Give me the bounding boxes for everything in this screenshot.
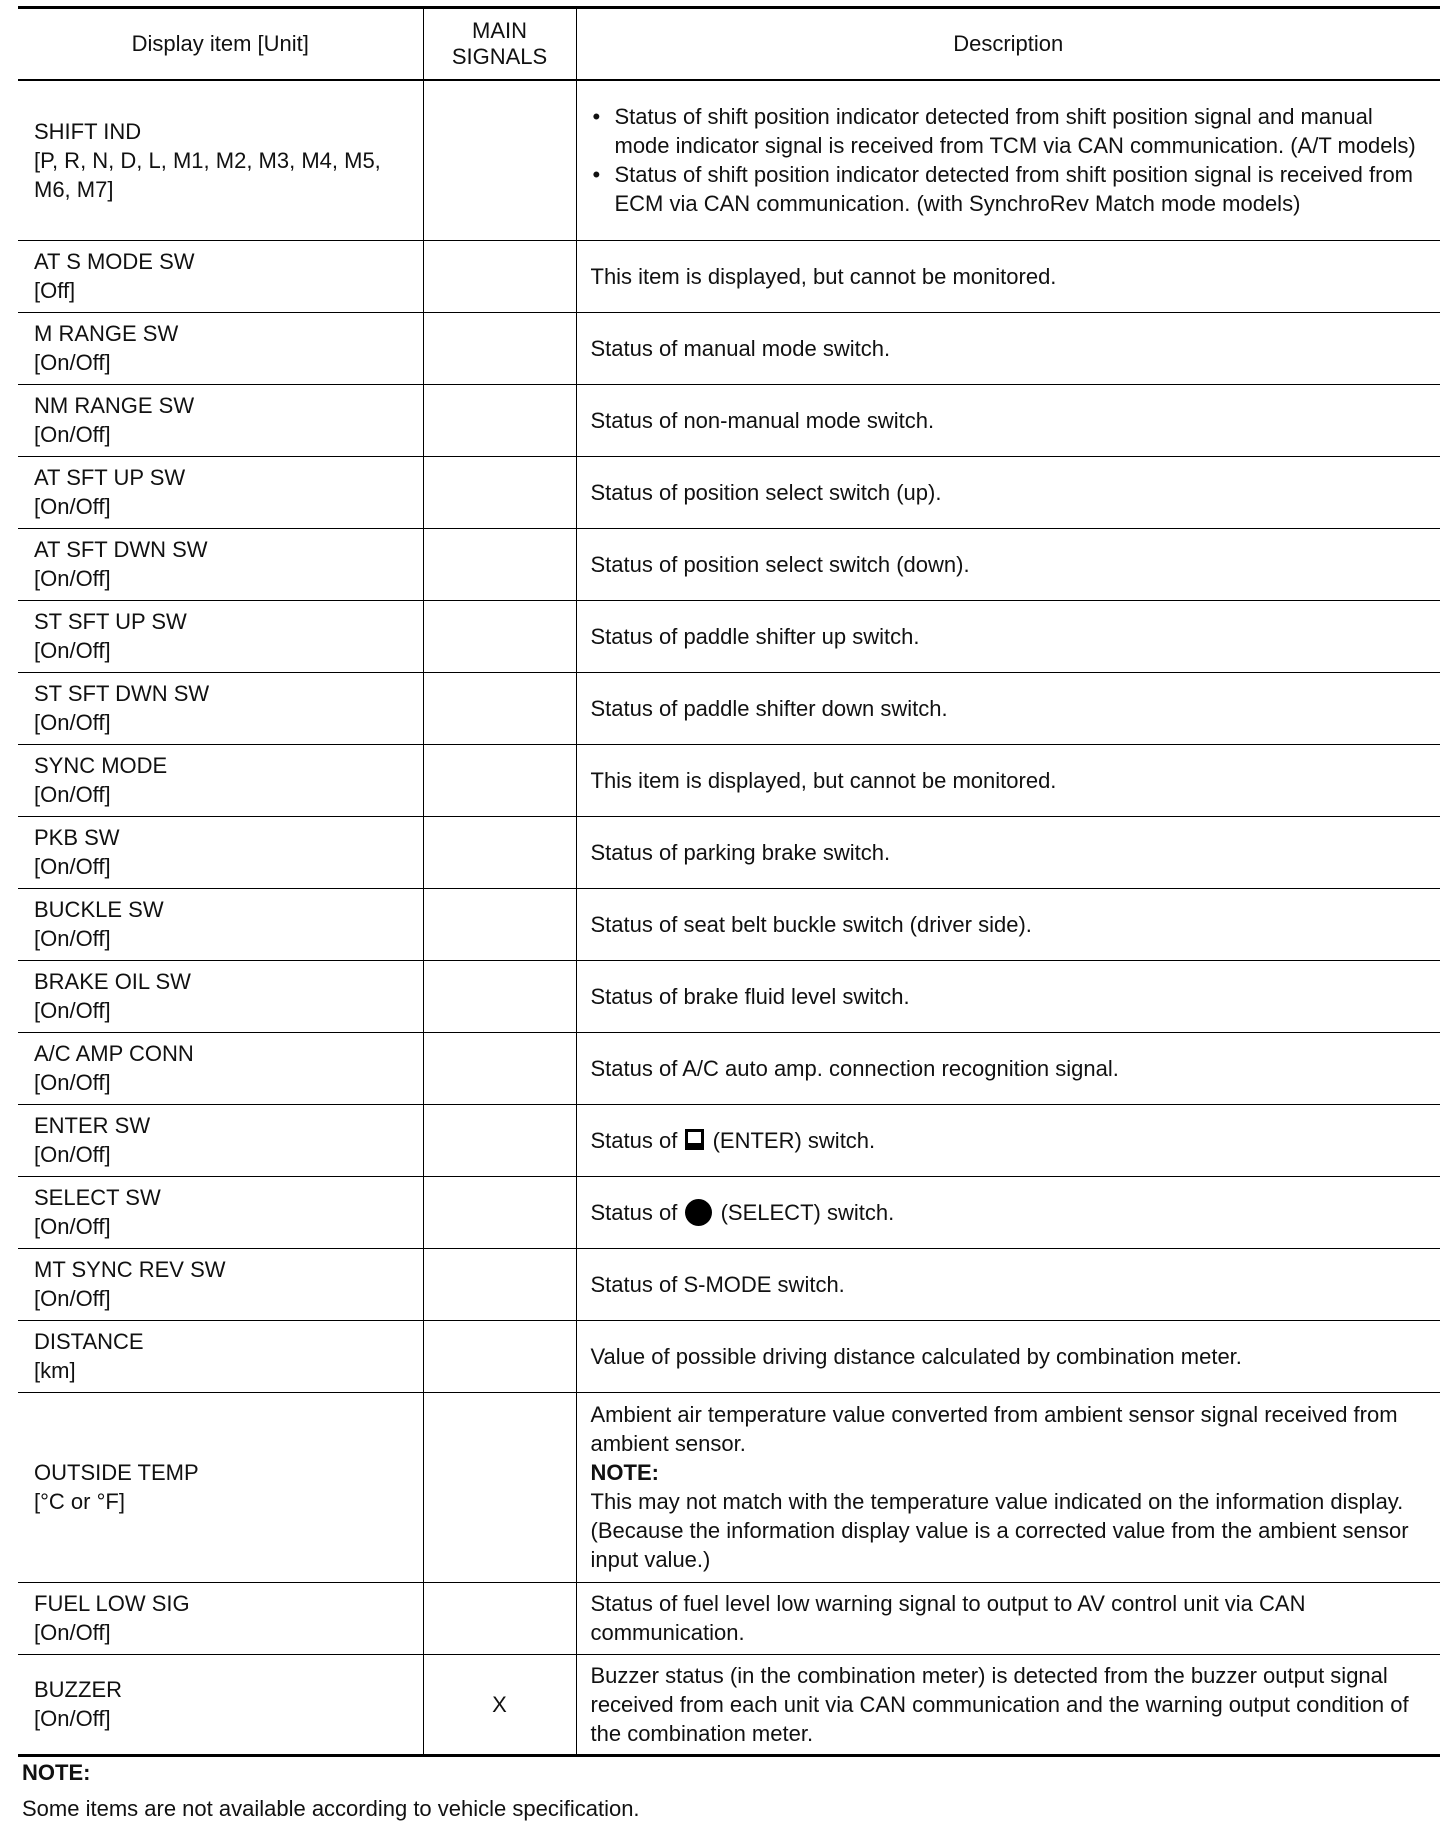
table-row xyxy=(18,1104,1440,1176)
item-name: SYNC MODE xyxy=(34,753,168,778)
item-name: NM RANGE SW xyxy=(34,393,195,418)
description-cell: This item is displayed, but cannot be monitored. xyxy=(576,240,1440,312)
table-row xyxy=(18,744,1440,816)
item-name: OUTSIDE TEMP xyxy=(34,1460,199,1485)
main-signal-cell xyxy=(423,744,576,816)
item-name: FUEL LOW SIG xyxy=(34,1591,190,1616)
item-cell xyxy=(18,240,423,312)
table-row xyxy=(18,456,1440,528)
table-row xyxy=(18,80,1440,240)
table-row xyxy=(18,1392,1440,1582)
item-cell xyxy=(18,528,423,600)
table-header-row xyxy=(18,8,1440,81)
item-name: BUZZER xyxy=(34,1677,122,1702)
main-signal-cell xyxy=(423,1320,576,1392)
item-name: M RANGE SW xyxy=(34,321,179,346)
main-signal-cell xyxy=(423,672,576,744)
table-row xyxy=(18,240,1440,312)
description-note-label: NOTE: xyxy=(590,1460,659,1485)
footnote-text: Some items are not available according to vehicle specification. xyxy=(22,1796,640,1821)
enter-square-icon xyxy=(685,1129,704,1150)
description-cell: Buzzer status (in the combination meter) is detected from the buzzer output signal received from each unit via CAN communication and the warning output condition of the combination meter. xyxy=(576,1654,1440,1755)
item-name: AT SFT DWN SW xyxy=(34,537,208,562)
main-signal-cell xyxy=(423,1104,576,1176)
item-unit: [On/Off] xyxy=(34,566,111,591)
table-row xyxy=(18,816,1440,888)
item-unit: [On/Off] xyxy=(34,854,111,879)
item-unit: [On/Off] xyxy=(34,350,111,375)
description-bullet: • Status of shift position indicator detected from shift position signal is received from ECM via CAN communication. (with SynchroRev Match mode models) xyxy=(591,160,1431,218)
table-row xyxy=(18,1032,1440,1104)
item-cell xyxy=(18,80,423,240)
table-row xyxy=(18,1248,1440,1320)
table-row xyxy=(18,960,1440,1032)
description-cell xyxy=(576,1392,1440,1582)
item-cell xyxy=(18,1104,423,1176)
header-description: Description xyxy=(576,8,1440,81)
description-text: Ambient air temperature value converted from ambient sensor signal received from ambient sensor. xyxy=(590,1402,1398,1456)
main-signal-cell xyxy=(423,1248,576,1320)
select-circle-icon xyxy=(685,1199,712,1226)
item-cell xyxy=(18,384,423,456)
item-name: PKB SW xyxy=(34,825,120,850)
header-main-signals xyxy=(423,8,576,81)
main-signal-cell xyxy=(423,1176,576,1248)
main-signal-cell xyxy=(423,456,576,528)
item-cell xyxy=(18,456,423,528)
description-text-post: (SELECT) switch. xyxy=(720,1199,895,1225)
description-cell: Status of paddle shifter up switch. xyxy=(576,600,1440,672)
footnote xyxy=(22,1758,640,1824)
description-cell: This item is displayed, but cannot be monitored. xyxy=(576,744,1440,816)
header-main-signals-line1: MAIN xyxy=(472,18,527,43)
main-signal-cell: X xyxy=(423,1654,576,1755)
table-row xyxy=(18,672,1440,744)
item-name: AT SFT UP SW xyxy=(34,465,186,490)
description-cell: Status of fuel level low warning signal to output to AV control unit via CAN communication. xyxy=(576,1582,1440,1654)
header-main-signals-line2: SIGNALS xyxy=(451,44,548,69)
item-cell xyxy=(18,600,423,672)
item-cell xyxy=(18,1582,423,1654)
item-unit: [On/Off] xyxy=(34,1706,111,1731)
description-cell: Status of position select switch (down). xyxy=(576,528,1440,600)
item-name: SHIFT IND xyxy=(34,118,142,144)
description-cell: Status of parking brake switch. xyxy=(576,816,1440,888)
description-text-pre: Status of xyxy=(590,1199,678,1225)
main-signal-cell xyxy=(423,384,576,456)
item-name: ST SFT UP SW xyxy=(34,609,187,634)
description-cell: Status of paddle shifter down switch. xyxy=(576,672,1440,744)
main-signal-cell xyxy=(423,888,576,960)
item-unit: [On/Off] xyxy=(34,710,111,735)
description-cell: Status of position select switch (up). xyxy=(576,456,1440,528)
item-cell xyxy=(18,1248,423,1320)
data-monitor-table xyxy=(18,6,1440,1757)
item-unit: [On/Off] xyxy=(34,638,111,663)
item-name: BRAKE OIL SW xyxy=(34,969,191,994)
description-cell: Status of brake fluid level switch. xyxy=(576,960,1440,1032)
table-row xyxy=(18,888,1440,960)
item-name: ST SFT DWN SW xyxy=(34,681,210,706)
item-cell xyxy=(18,312,423,384)
main-signal-cell xyxy=(423,240,576,312)
description-cell xyxy=(576,1176,1440,1248)
item-unit: [On/Off] xyxy=(34,1286,111,1311)
table-row xyxy=(18,1654,1440,1755)
description-note-text: This may not match with the temperature value indicated on the information display. (Because the information display value is a corrected value from the ambient sensor input value.) xyxy=(590,1489,1409,1572)
item-name: A/C AMP CONN xyxy=(34,1041,194,1066)
item-unit: [On/Off] xyxy=(34,926,111,951)
item-unit: [°C or °F] xyxy=(34,1489,125,1514)
item-name: MT SYNC REV SW xyxy=(34,1257,226,1282)
item-cell xyxy=(18,1176,423,1248)
item-unit: [On/Off] xyxy=(34,1070,111,1095)
description-cell: Value of possible driving distance calculated by combination meter. xyxy=(576,1320,1440,1392)
description-cell: Status of non-manual mode switch. xyxy=(576,384,1440,456)
item-cell xyxy=(18,1032,423,1104)
description-text-post: (ENTER) switch. xyxy=(712,1127,876,1153)
main-signal-cell xyxy=(423,960,576,1032)
description-cell xyxy=(576,1104,1440,1176)
item-name: AT S MODE SW xyxy=(34,249,195,274)
table-row xyxy=(18,528,1440,600)
description-text-pre: Status of xyxy=(590,1127,678,1153)
table-row xyxy=(18,1176,1440,1248)
item-unit: [On/Off] xyxy=(34,494,111,519)
item-cell xyxy=(18,744,423,816)
item-unit: [Off] xyxy=(34,278,76,303)
table-row xyxy=(18,312,1440,384)
description-cell: Status of seat belt buckle switch (driver side). xyxy=(576,888,1440,960)
item-cell xyxy=(18,672,423,744)
header-display-item: Display item [Unit] xyxy=(18,8,423,81)
item-unit: [On/Off] xyxy=(34,1142,111,1167)
table-row xyxy=(18,1582,1440,1654)
description-cell: Status of S-MODE switch. xyxy=(576,1248,1440,1320)
item-unit: [On/Off] xyxy=(34,782,111,807)
item-unit: [On/Off] xyxy=(34,422,111,447)
item-unit: [On/Off] xyxy=(34,1620,111,1645)
item-name: SELECT SW xyxy=(34,1185,161,1210)
main-signal-cell xyxy=(423,1582,576,1654)
description-cell: Status of manual mode switch. xyxy=(576,312,1440,384)
item-cell xyxy=(18,1654,423,1755)
main-signal-cell xyxy=(423,816,576,888)
main-signal-cell xyxy=(423,80,576,240)
item-cell xyxy=(18,816,423,888)
item-name: DISTANCE xyxy=(34,1329,144,1354)
main-signal-cell xyxy=(423,528,576,600)
main-signal-cell xyxy=(423,1392,576,1582)
description-bullet: • Status of shift position indicator detected from shift position signal and manual mode indicator signal is received from TCM via CAN communication. (A/T models) xyxy=(591,102,1431,160)
item-cell xyxy=(18,1392,423,1582)
item-unit: [On/Off] xyxy=(34,1214,111,1239)
main-signal-cell xyxy=(423,312,576,384)
main-signal-cell xyxy=(423,1032,576,1104)
description-cell: Status of A/C auto amp. connection recognition signal. xyxy=(576,1032,1440,1104)
item-cell xyxy=(18,1320,423,1392)
item-cell xyxy=(18,888,423,960)
item-name: ENTER SW xyxy=(34,1113,151,1138)
item-name: BUCKLE SW xyxy=(34,897,164,922)
description-cell xyxy=(576,80,1440,240)
table-row xyxy=(18,1320,1440,1392)
item-unit: [km] xyxy=(34,1358,76,1383)
item-unit: [P, R, N, D, L, M1, M2, M3, M4, M5, M6, M7] xyxy=(34,147,381,202)
table-row xyxy=(18,384,1440,456)
main-signal-cell xyxy=(423,600,576,672)
description-bullets xyxy=(591,102,1431,218)
footnote-label: NOTE: xyxy=(22,1760,91,1785)
item-cell xyxy=(18,960,423,1032)
table-row xyxy=(18,600,1440,672)
item-unit: [On/Off] xyxy=(34,998,111,1023)
